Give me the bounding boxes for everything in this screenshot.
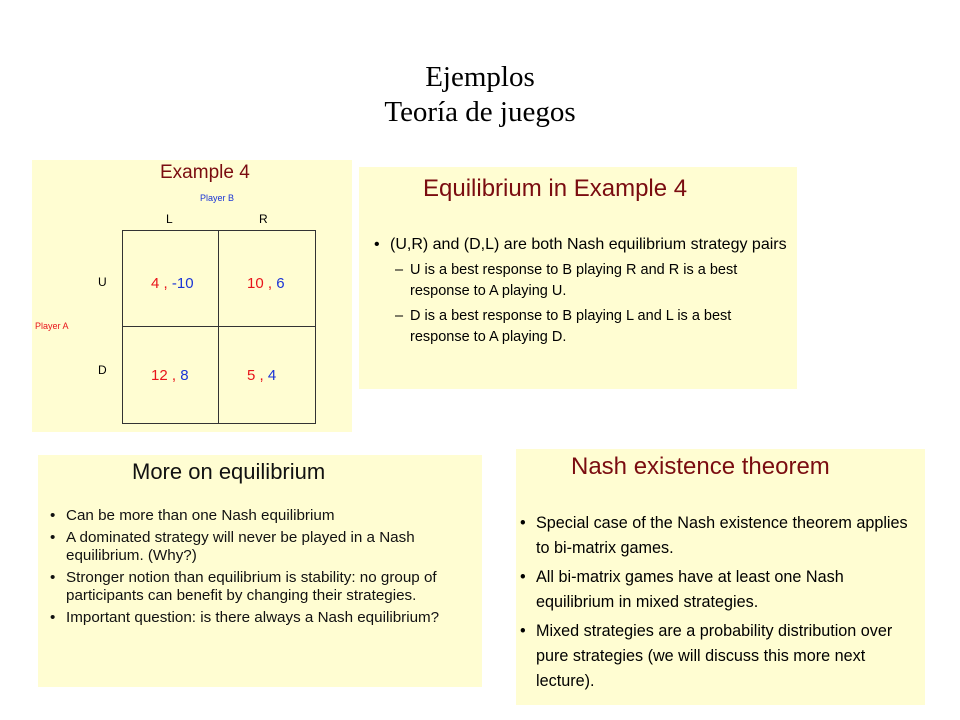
list-item: [50, 608, 481, 628]
equilibrium-bullet-text: (U,R) and (D,L) are both Nash equilibrium strategy pairs: [390, 236, 787, 253]
cell-dr-a: 5: [247, 367, 256, 384]
player-b-label: Player B: [200, 193, 235, 203]
bullet-glyph: •: [50, 568, 56, 586]
nash-item-text: All bi-matrix games have at least one Nash equilibrium in mixed strategies.: [536, 568, 844, 611]
cell-ul-b: -10: [171, 275, 194, 292]
bullet-glyph: •: [520, 514, 526, 532]
cell-dl-a: 12: [151, 367, 168, 384]
player-a-label: Player A: [35, 321, 69, 331]
cell-ul-a: 4: [151, 275, 160, 292]
cell-dr-b: 4: [267, 367, 277, 384]
matrix-vertical-divider: [218, 231, 219, 423]
bullet-glyph: •: [50, 528, 56, 546]
example4-title: Example 4: [160, 162, 250, 183]
nash-theorem-panel: [516, 449, 925, 705]
cell-ul-sep: ,: [163, 275, 168, 292]
list-item: [50, 568, 481, 606]
list-item: [395, 260, 790, 302]
list-item: [374, 233, 790, 348]
matrix-horizontal-divider: [123, 326, 315, 327]
more-item-text: Can be more than one Nash equilibrium: [66, 507, 335, 524]
list-item: [520, 565, 916, 615]
list-item: [50, 507, 481, 526]
list-item: [520, 511, 916, 561]
equilibrium-sublist: [390, 260, 790, 348]
cell-ur-a: 10: [247, 275, 264, 292]
equilibrium-title: Equilibrium in Example 4: [423, 175, 688, 202]
bullet-glyph: •: [520, 622, 526, 640]
slide-title-line2: Teoría de juegos: [384, 96, 576, 128]
cell-dl-b: 8: [180, 367, 189, 384]
dash-glyph: –: [395, 308, 404, 324]
bullet-glyph: •: [520, 568, 526, 586]
nash-theorem-list: [520, 511, 916, 698]
list-item: [50, 528, 481, 566]
nash-item-text: Mixed strategies are a probability distribution over pure strategies (we will discuss this more next lecture).: [536, 622, 893, 690]
cell-dr-sep: ,: [259, 367, 264, 384]
cell-dl: [151, 367, 189, 384]
example4-panel: [32, 160, 352, 432]
row-label-d: D: [98, 363, 107, 377]
bullet-glyph: •: [50, 608, 56, 626]
equilibrium-list: [374, 233, 790, 352]
bullet-glyph: •: [50, 507, 56, 524]
slide-title: [0, 60, 960, 130]
more-equilibrium-panel: [38, 455, 482, 687]
more-equilibrium-list: [50, 507, 481, 630]
nash-theorem-title: Nash existence theorem: [571, 453, 830, 480]
nash-item-text: Special case of the Nash existence theorem applies to bi-matrix games.: [536, 514, 908, 557]
row-label-u: U: [98, 275, 107, 289]
equilibrium-sub-text: D is a best response to B playing L and L is a best response to A playing D.: [410, 308, 732, 345]
payoff-matrix: [122, 230, 316, 424]
cell-dr: [247, 367, 276, 384]
cell-ul: [151, 275, 194, 292]
cell-dl-sep: ,: [171, 367, 177, 384]
equilibrium-panel: [359, 167, 797, 389]
cell-ur-sep: ,: [267, 275, 273, 292]
bullet-glyph: •: [374, 236, 380, 253]
more-equilibrium-title: More on equilibrium: [132, 459, 326, 484]
list-item: [520, 619, 916, 694]
cell-ur: [247, 275, 285, 292]
cell-ur-b: 6: [276, 275, 285, 292]
more-item-text: Important question: is there always a Nash equilibrium?: [66, 608, 440, 626]
equilibrium-sub-text: U is a best response to B playing R and R is a best response to A playing U.: [410, 262, 738, 299]
more-item-text: A dominated strategy will never be played in a Nash equilibrium. (Why?): [66, 528, 415, 564]
list-item: [395, 306, 790, 348]
more-item-text: Stronger notion than equilibrium is stability: no group of participants can benefit by changing their strategies.: [66, 568, 437, 604]
col-label-l: L: [166, 212, 173, 226]
slide-title-line1: Ejemplos: [425, 61, 535, 93]
dash-glyph: –: [395, 262, 404, 278]
col-label-r: R: [259, 212, 268, 226]
